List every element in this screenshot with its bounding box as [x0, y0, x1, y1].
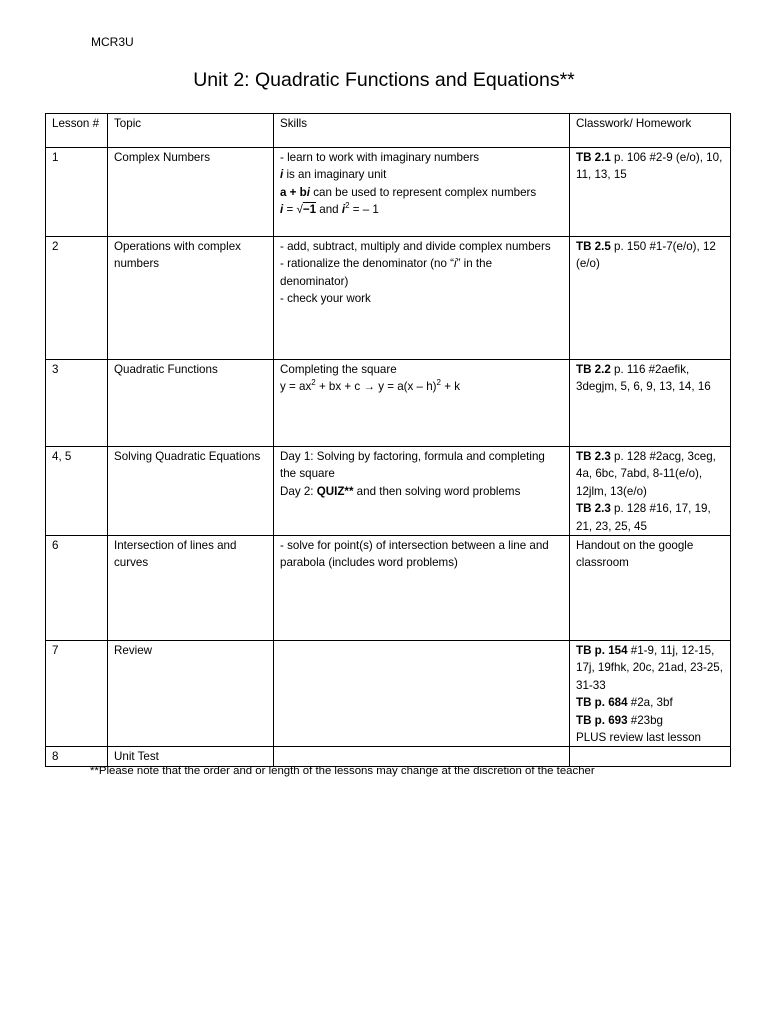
lesson-topic: Quadratic Functions	[108, 360, 274, 447]
math-var: + b	[286, 185, 307, 199]
classwork-line	[576, 149, 724, 184]
math-var: i	[454, 257, 457, 271]
classwork-text: p. 106 #2-9 (e/o), 10, 11, 13, 15	[576, 151, 723, 182]
quiz-label: QUIZ**	[316, 484, 354, 498]
lesson-number: 3	[46, 360, 108, 447]
textbook-ref: TB p. 693	[576, 713, 628, 727]
classwork-line	[576, 500, 724, 535]
footnote: **Please note that the order and or length of the lessons may change at the discretion of the teacher	[90, 765, 595, 777]
lesson-topic: Review	[108, 641, 274, 747]
lesson-skills	[274, 447, 570, 536]
exponent: 2	[311, 378, 316, 388]
classwork-line: Handout on the google classroom	[576, 539, 694, 570]
lesson-number: 8	[46, 747, 108, 766]
classwork-line	[576, 448, 724, 500]
lesson-classwork	[570, 360, 731, 447]
math-text: = – 1	[349, 203, 379, 217]
classwork-line	[576, 694, 724, 711]
skill-line	[280, 378, 563, 395]
skill-text: can be used to represent complex numbers	[309, 185, 537, 199]
math-var: i	[306, 185, 310, 199]
classwork-text: #23bg	[627, 713, 664, 727]
skill-line: - solve for point(s) of intersection between a line and parabola (includes word problems)	[280, 539, 549, 570]
lesson-number: 7	[46, 641, 108, 747]
lesson-topic: Intersection of lines and curves	[108, 536, 274, 641]
skill-line	[280, 166, 563, 183]
math-text: = √	[283, 203, 303, 217]
classwork-text: p. 128 #2acg, 3ceg, 4a, 6bc, 7abd, 8-11(e/o), 12jlm, 13(e/o)	[576, 450, 716, 498]
lesson-topic: Solving Quadratic Equations	[108, 447, 274, 536]
skill-line: Day 1: Solving by factoring, formula and completing the square	[280, 450, 545, 481]
classwork-text: #1-9, 11j, 12-15, 17j, 19fhk, 20c, 21ad, 23-25, 31-33	[576, 644, 723, 692]
lesson-skills	[274, 641, 570, 747]
math-text: y = ax	[280, 380, 312, 394]
textbook-ref: TB 2.3	[576, 502, 611, 516]
textbook-ref: TB p. 154	[576, 644, 628, 658]
lesson-topic: Operations with complex numbers	[108, 237, 274, 360]
math-var: i	[341, 203, 346, 217]
table-row	[46, 148, 731, 237]
lesson-plan-table	[45, 113, 731, 767]
skill-line: - add, subtract, multiply and divide complex numbers	[280, 240, 551, 253]
lesson-classwork	[570, 148, 731, 237]
table-header-row	[46, 114, 731, 148]
classwork-text: #2a, 3bf	[627, 696, 673, 710]
math-text: + k	[441, 380, 461, 394]
lesson-classwork	[570, 447, 731, 536]
course-code: MCR3U	[91, 35, 134, 49]
lesson-number: 6	[46, 536, 108, 641]
lesson-skills	[274, 148, 570, 237]
skill-line	[280, 201, 563, 218]
skill-line: Completing the square	[280, 363, 397, 376]
lesson-topic: Complex Numbers	[108, 148, 274, 237]
classwork-line	[576, 238, 724, 273]
skill-text: Day 2:	[280, 484, 317, 498]
classwork-text: p. 116 #2aefik, 3degjm, 5, 6, 9, 13, 14, 16	[576, 363, 711, 394]
classwork-text: p. 128 #16, 17, 19, 21, 23, 25, 45	[576, 502, 711, 533]
lesson-classwork	[570, 237, 731, 360]
math-var: a	[280, 185, 287, 199]
table-row	[46, 237, 731, 360]
skill-line	[280, 483, 563, 500]
classwork-line	[576, 361, 724, 396]
lesson-skills	[274, 237, 570, 360]
math-text: and	[316, 203, 342, 217]
header-skills: Skills	[274, 114, 570, 148]
textbook-ref: TB 2.2	[576, 363, 611, 376]
lesson-skills	[274, 360, 570, 447]
table-row	[46, 360, 731, 447]
textbook-ref: TB 2.1	[576, 151, 611, 164]
textbook-ref: TB p. 684	[576, 696, 628, 710]
lesson-skills	[274, 536, 570, 641]
skill-text: and then solving word problems	[353, 484, 521, 498]
classwork-line	[576, 712, 724, 729]
table-row	[46, 641, 731, 747]
radicand: −1	[302, 203, 317, 217]
classwork-line	[576, 642, 724, 694]
exponent: 2	[345, 201, 350, 211]
textbook-ref: TB 2.3	[576, 450, 611, 463]
skill-line	[280, 184, 563, 201]
textbook-ref: TB 2.5	[576, 240, 611, 253]
skill-text: - rationalize the denominator (no “	[280, 257, 454, 271]
lesson-classwork	[570, 747, 731, 766]
skill-line	[280, 255, 563, 290]
math-var: i	[280, 203, 284, 217]
classwork-text: p. 150 #1-7(e/o), 12 (e/o)	[576, 240, 716, 271]
lesson-topic: Unit Test	[108, 747, 274, 766]
lesson-classwork	[570, 641, 731, 747]
skill-line: - check your work	[280, 292, 371, 306]
header-classwork: Classwork/ Homework	[570, 114, 731, 148]
table-row	[46, 536, 731, 641]
header-topic: Topic	[108, 114, 274, 148]
skill-text: is an imaginary unit	[283, 168, 387, 182]
lesson-number: 1	[46, 148, 108, 237]
header-lesson: Lesson #	[46, 114, 108, 148]
lesson-skills	[274, 747, 570, 766]
table-row	[46, 747, 731, 766]
table-row	[46, 447, 731, 536]
lesson-number: 4, 5	[46, 447, 108, 536]
skill-text: ” in the denominator)	[280, 257, 493, 288]
exponent: 2	[436, 378, 441, 388]
skill-line: - learn to work with imaginary numbers	[280, 151, 480, 164]
math-var: i	[280, 168, 284, 182]
page-title: Unit 2: Quadratic Functions and Equations**	[193, 69, 575, 91]
lesson-classwork	[570, 536, 731, 641]
classwork-line: PLUS review last lesson	[576, 731, 702, 745]
lesson-number: 2	[46, 237, 108, 360]
math-text: + bx + c → y = a(x – h)	[315, 380, 437, 394]
